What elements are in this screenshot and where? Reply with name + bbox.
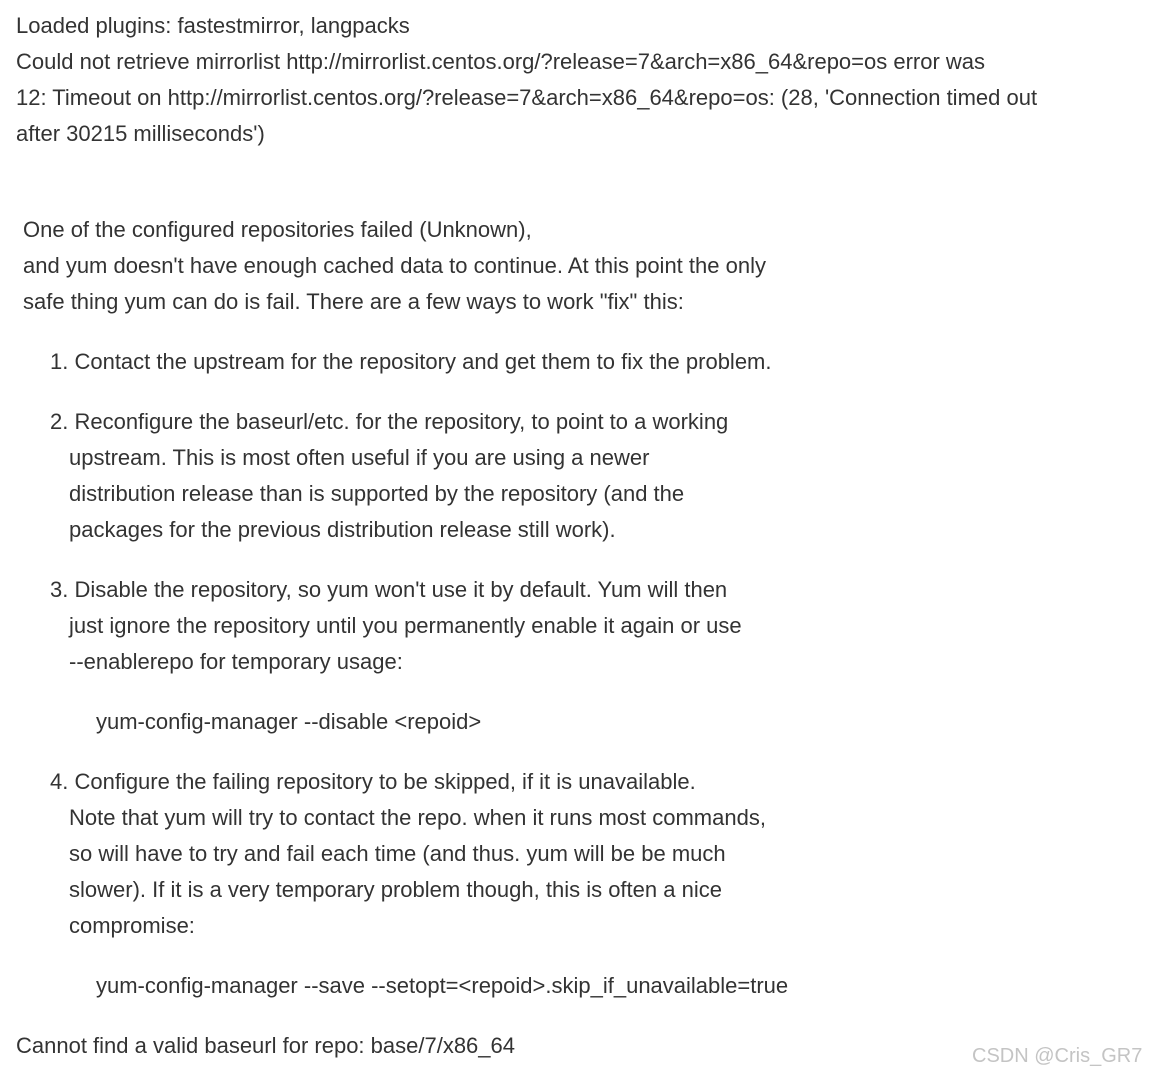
option-3-line: just ignore the repository until you permanently enable it again or use (69, 613, 742, 638)
option-2-line: packages for the previous distribution release still work). (69, 517, 616, 542)
loaded-plugins-line: Loaded plugins: fastestmirror, langpacks (16, 13, 410, 38)
timeout-duration-line: after 30215 milliseconds') (16, 121, 265, 146)
option-4-line: so will have to try and fail each time (and thus. yum will be be much (69, 841, 726, 866)
option-4-line: 4. Configure the failing repository to be skipped, if it is unavailable. (50, 769, 696, 794)
disable-command: yum-config-manager --disable <repoid> (96, 709, 482, 734)
option-1-line: 1. Contact the upstream for the repository and get them to fix the problem. (50, 349, 772, 374)
option-2-line: 2. Reconfigure the baseurl/etc. for the repository, to point to a working (50, 409, 729, 434)
intro-line: and yum doesn't have enough cached data to continue. At this point the only (23, 253, 766, 278)
mirrorlist-error-line: Could not retrieve mirrorlist http://mirrorlist.centos.org/?release=7&arch=x86_64&repo=os error was (16, 49, 986, 74)
baseurl-error-line: Cannot find a valid baseurl for repo: base/7/x86_64 (16, 1033, 515, 1058)
skip-unavailable-command: yum-config-manager --save --setopt=<repoid>.skip_if_unavailable=true (96, 973, 789, 998)
option-3-line: --enablerepo for temporary usage: (69, 649, 403, 674)
option-4-line: compromise: (69, 913, 195, 938)
option-4-line: Note that yum will try to contact the repo. when it runs most commands, (69, 805, 766, 830)
option-2-line: distribution release than is supported by the repository (and the (69, 481, 685, 506)
intro-line: safe thing yum can do is fail. There are a few ways to work "fix" this: (23, 289, 684, 314)
timeout-error-line: 12: Timeout on http://mirrorlist.centos.org/?release=7&arch=x86_64&repo=os: (28, 'Connection timed out (16, 85, 1038, 110)
option-4-line: slower). If it is a very temporary problem though, this is often a nice (69, 877, 722, 902)
csdn-watermark: CSDN @Cris_GR7 (972, 1045, 1143, 1067)
option-3-line: 3. Disable the repository, so yum won't use it by default. Yum will then (50, 577, 728, 602)
intro-line: One of the configured repositories failed (Unknown), (23, 217, 532, 242)
option-2-line: upstream. This is most often useful if you are using a newer (69, 445, 650, 470)
